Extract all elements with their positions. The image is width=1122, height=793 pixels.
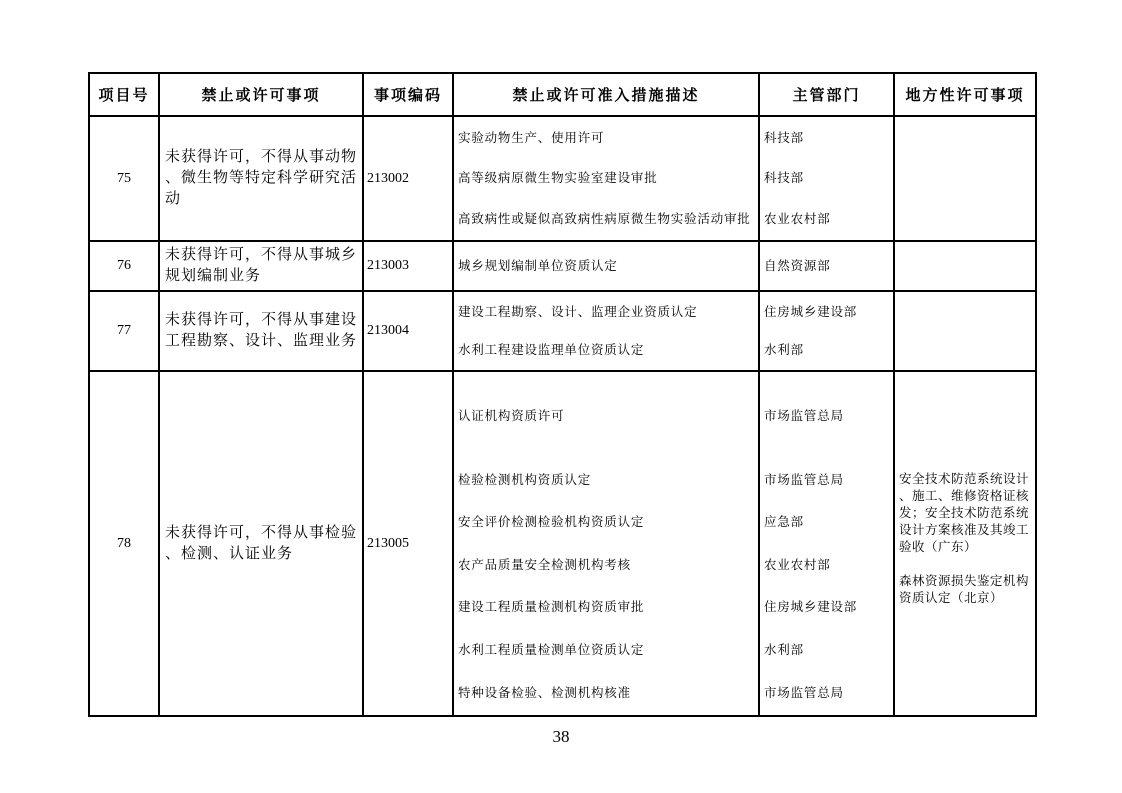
table-body	[89, 116, 1036, 716]
measure-description: 实验动物生产、使用许可	[458, 131, 605, 146]
matter-code-cell: 213004	[363, 291, 453, 371]
competent-department: 市场监管总局	[764, 685, 844, 700]
measure-description: 高等级病原微生物实验室建设审批	[458, 171, 658, 186]
measure-description: 建设工程质量检测机构资质审批	[458, 600, 645, 615]
item-number-cell: 77	[89, 291, 159, 371]
local-licensing-cell	[894, 241, 1036, 291]
measure-description: 高致病性或疑似高致病性病原微生物实验活动审批	[458, 211, 751, 226]
matter-code-cell: 213003	[363, 241, 453, 291]
header-item-number: 项目号	[89, 73, 159, 116]
measures-cell	[453, 241, 759, 291]
table-row	[89, 241, 1036, 291]
measures-cell	[453, 371, 759, 716]
header-measure-description: 禁止或许可准入措施描述	[453, 73, 759, 116]
matter-cell	[159, 371, 363, 716]
measure-description: 水利工程建设监理单位资质认定	[458, 343, 645, 357]
matter-text: 未获得许可，不得从事检验、检测、认证业务	[165, 524, 358, 562]
matter-cell	[159, 291, 363, 371]
table-row	[89, 116, 1036, 241]
measures-stack	[454, 293, 758, 369]
departments-cell	[759, 116, 894, 241]
item-number-cell: 76	[89, 241, 159, 291]
matter-text: 未获得许可，不得从事动物、微生物等特定科学研究活动	[165, 149, 358, 207]
matter-cell	[159, 116, 363, 241]
measures-cell	[453, 116, 759, 241]
matter-cell	[159, 241, 363, 291]
competent-department: 水利部	[764, 343, 804, 357]
local-licensing-cell	[894, 116, 1036, 241]
measure-description: 检验检测机构资质认定	[458, 472, 592, 487]
local-licensing-item: 安全技术防范系统设计、施工、维修资格证核发；安全技术防范系统设计方案核准及其竣工验收（广东）	[899, 471, 1030, 554]
measures-cell	[453, 291, 759, 371]
measure-description: 安全评价检测检验机构资质认定	[458, 515, 645, 530]
measure-description: 水利工程质量检测单位资质认定	[458, 643, 645, 658]
departments-stack	[760, 243, 893, 289]
table-row	[89, 291, 1036, 371]
competent-department: 市场监管总局	[764, 408, 844, 423]
measures-stack	[454, 373, 758, 714]
measures-stack	[454, 118, 758, 239]
licensing-items-table	[88, 72, 1037, 717]
item-number-cell: 75	[89, 116, 159, 241]
header-matter-code: 事项编码	[363, 73, 453, 116]
matter-text: 未获得许可，不得从事建设工程勘察、设计、监理业务	[165, 312, 358, 349]
departments-stack	[760, 373, 893, 714]
measures-stack	[454, 243, 758, 289]
matter-text: 未获得许可，不得从事城乡规划编制业务	[165, 247, 358, 284]
competent-department: 住房城乡建设部	[764, 305, 858, 319]
local-licensing-cell	[894, 371, 1036, 716]
table-header	[89, 73, 1036, 116]
header-competent-department: 主管部门	[759, 73, 894, 116]
matter-code-cell: 213005	[363, 371, 453, 716]
item-number-cell: 78	[89, 371, 159, 716]
matter-code-cell: 213002	[363, 116, 453, 241]
competent-department: 住房城乡建设部	[764, 600, 858, 615]
measure-description: 农产品质量安全检测机构考核	[458, 557, 631, 572]
departments-cell	[759, 241, 894, 291]
measure-description: 认证机构资质许可	[458, 408, 565, 423]
competent-department: 农业农村部	[764, 211, 831, 226]
measure-description: 特种设备检验、检测机构核准	[458, 685, 631, 700]
header-local-licensing-matter: 地方性许可事项	[894, 73, 1036, 116]
departments-stack	[760, 118, 893, 239]
departments-stack	[760, 293, 893, 369]
local-licensing-item: 森林资源损失鉴定机构资质认定（北京）	[899, 573, 1030, 605]
departments-cell	[759, 291, 894, 371]
competent-department: 水利部	[764, 643, 804, 658]
header-prohibited-or-licensed-matter: 禁止或许可事项	[159, 73, 363, 116]
competent-department: 市场监管总局	[764, 472, 844, 487]
competent-department: 自然资源部	[764, 259, 831, 273]
table-row	[89, 371, 1036, 716]
page-number: 38	[552, 727, 570, 746]
departments-cell	[759, 371, 894, 716]
measure-description: 城乡规划编制单位资质认定	[458, 259, 618, 273]
competent-department: 科技部	[764, 171, 804, 186]
competent-department: 科技部	[764, 131, 804, 146]
measure-description: 建设工程勘察、设计、监理企业资质认定	[458, 305, 698, 319]
local-licensing-cell	[894, 291, 1036, 371]
competent-department: 农业农村部	[764, 557, 831, 572]
competent-department: 应急部	[764, 515, 804, 530]
